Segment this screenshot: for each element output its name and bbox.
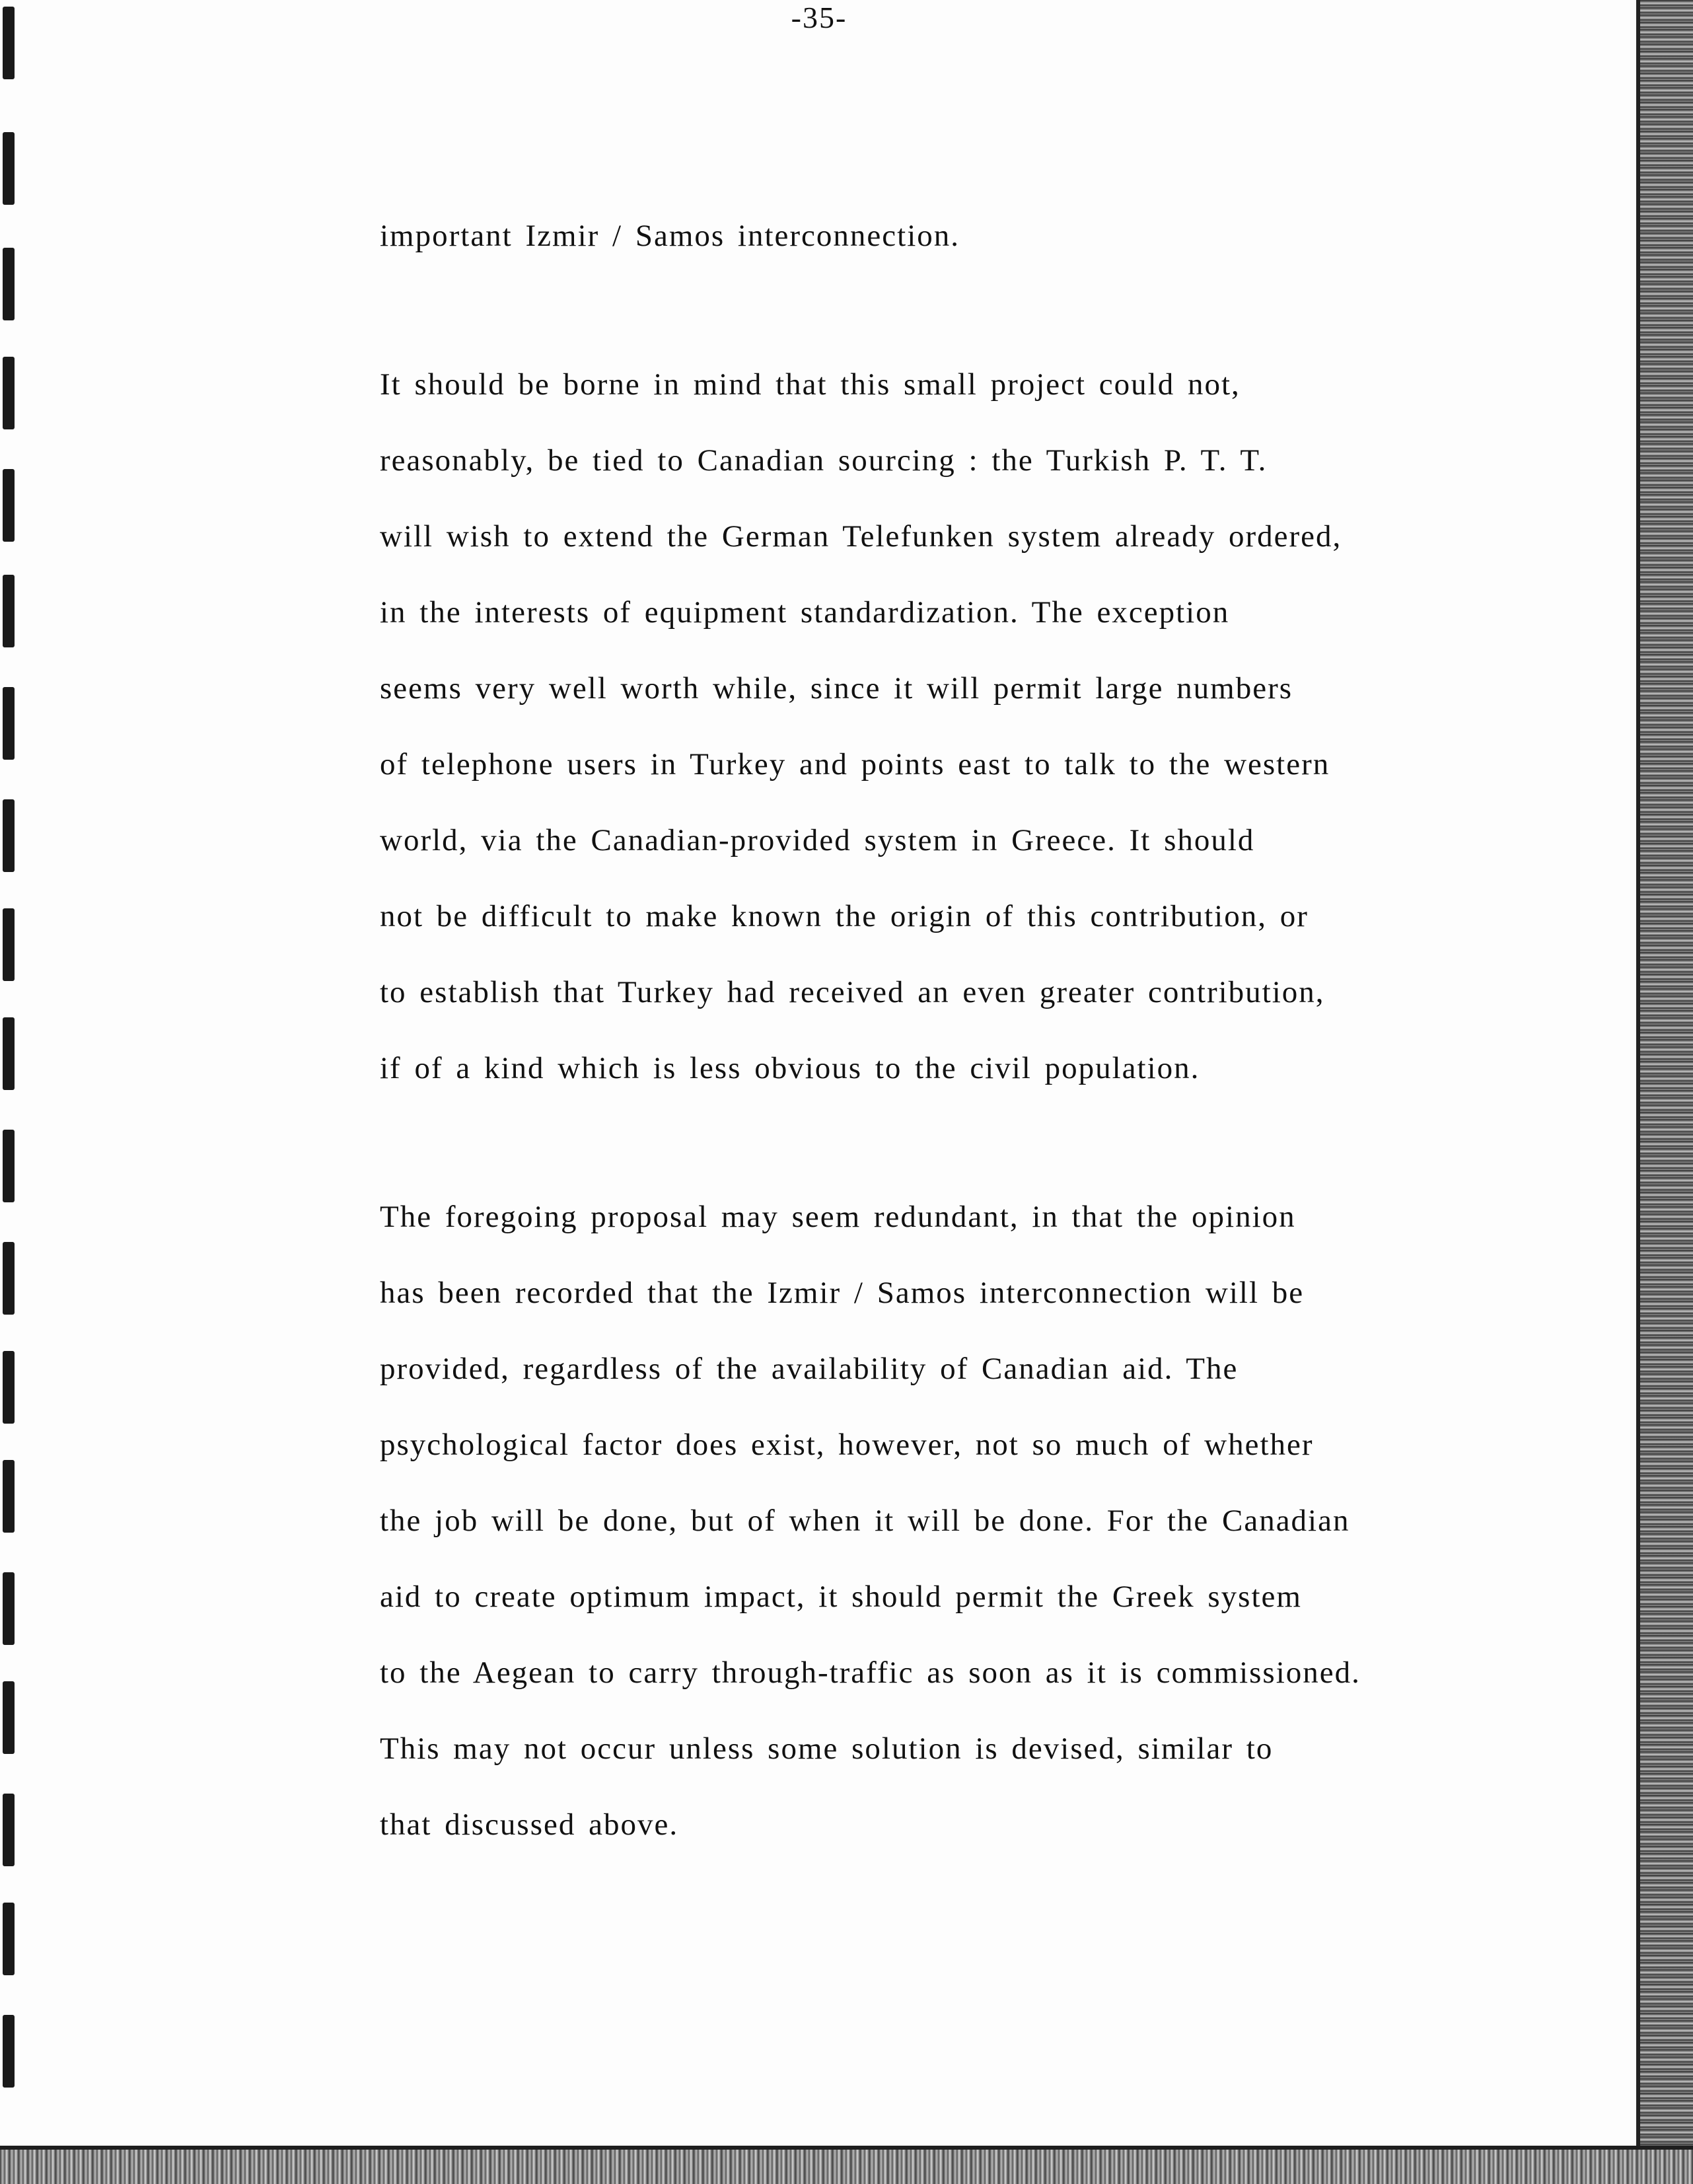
text-line: aid to create optimum impact, it should permit the Greek system — [380, 1580, 1302, 1614]
text-line: important Izmir / Samos interconnection. — [380, 219, 960, 253]
paragraph-gap — [380, 274, 1569, 347]
text-line: to the Aegean to carry through-traffic as soon as it is commissioned. — [380, 1656, 1361, 1690]
binder-hole — [3, 687, 15, 760]
text-line: seems very well worth while, since it will permit large numbers — [380, 671, 1293, 706]
text-line: world, via the Canadian-provided system in Greece. It should — [380, 823, 1255, 857]
binder-hole — [3, 1572, 15, 1645]
text-line: This may not occur unless some solution is devised, similar to — [380, 1731, 1274, 1766]
paragraph — [380, 347, 1569, 1107]
page-number: -35- — [791, 1, 847, 34]
binder-hole — [3, 908, 15, 981]
paragraph-gap — [380, 1107, 1569, 1179]
text-line: in the interests of equipment standardization. The exception — [380, 595, 1230, 630]
binder-hole — [3, 799, 15, 872]
binder-hole — [3, 1351, 15, 1424]
text-line: not be difficult to make known the origin of this contribution, or — [380, 899, 1309, 933]
binder-hole — [3, 1794, 15, 1866]
binder-hole — [3, 1460, 15, 1533]
binder-hole — [3, 1242, 15, 1315]
binder-hole — [3, 1681, 15, 1754]
text-line: of telephone users in Turkey and points east to talk to the western — [380, 747, 1330, 782]
text-line: the job will be done, but of when it will be done. For the Canadian — [380, 1504, 1350, 1538]
binder-hole — [3, 1130, 15, 1202]
text-line: The foregoing proposal may seem redundant, in that the opinion — [380, 1200, 1296, 1234]
binder-hole — [3, 357, 15, 429]
text-line: It should be borne in mind that this small project could not, — [380, 367, 1241, 402]
scan-edge-right — [1640, 0, 1693, 2184]
document-body — [380, 198, 1569, 1863]
text-line: psychological factor does exist, however, not so much of whether — [380, 1428, 1314, 1462]
paragraph — [380, 198, 1569, 274]
binder-hole — [3, 469, 15, 542]
text-line: to establish that Turkey had received an even greater contribution, — [380, 975, 1325, 1009]
scan-edge-bottom — [0, 2150, 1693, 2184]
text-line: if of a kind which is less obvious to the civil population. — [380, 1051, 1200, 1085]
binder-hole — [3, 575, 15, 647]
text-line: has been recorded that the Izmir / Samos interconnection will be — [380, 1276, 1305, 1310]
binder-edge — [0, 0, 20, 2184]
binder-hole — [3, 1903, 15, 1975]
binder-hole — [3, 2015, 15, 2088]
binder-hole — [3, 132, 15, 205]
paragraph — [380, 1179, 1569, 1863]
binder-hole — [3, 1017, 15, 1090]
text-line: that discussed above. — [380, 1807, 679, 1842]
text-line: reasonably, be tied to Canadian sourcing : the Turkish P. T. T. — [380, 443, 1268, 478]
text-line: will wish to extend the German Telefunken system already ordered, — [380, 519, 1342, 554]
text-line: provided, regardless of the availability of Canadian aid. The — [380, 1352, 1239, 1386]
binder-hole — [3, 248, 15, 320]
